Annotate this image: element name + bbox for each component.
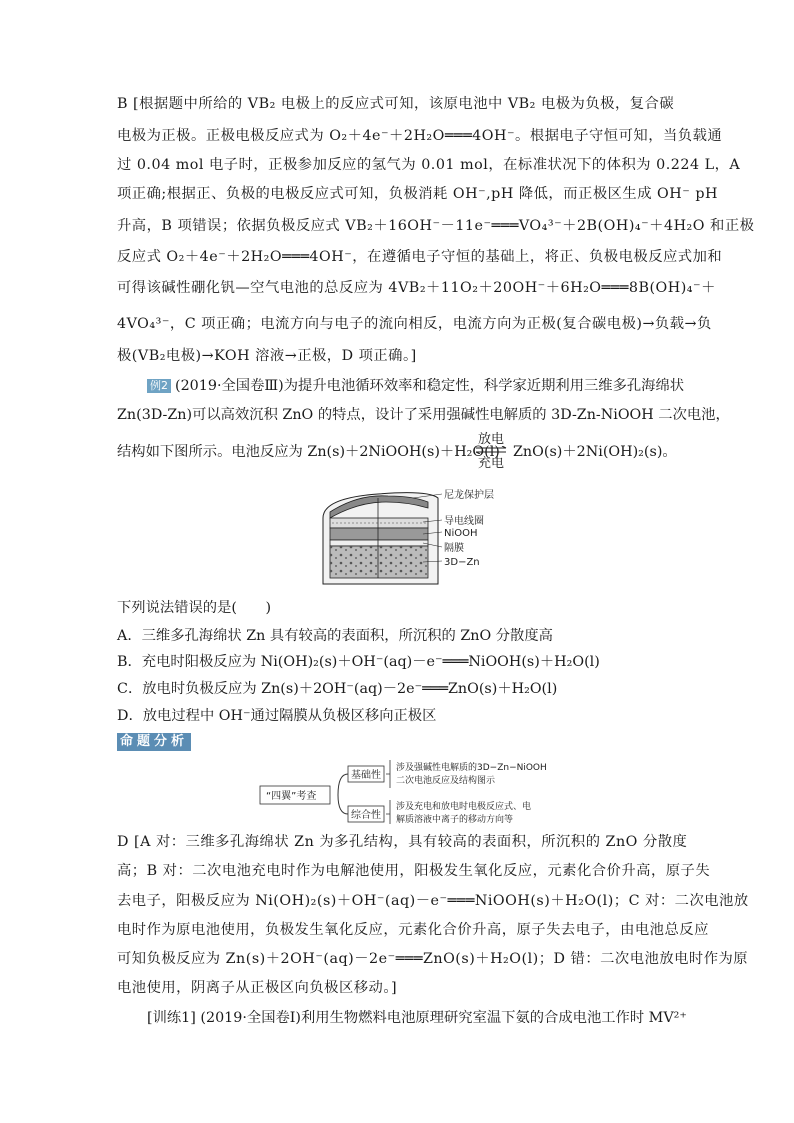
answer2-line4: 电时作为原电池使用，负极发生氧化反应，元素化合价升高，原子失去电子，由电池总反应 [117,922,709,938]
label-nylon-layer: 尼龙保护层 [444,490,494,501]
example2-line3b: ZnO(s)＋2Ni(OH)₂(s)。 [513,444,677,460]
answer2-line2: 高；B 对：二次电池充电时作为电解池使用，阳极发生氧化反应，元素化合价升高，原子失 [117,863,711,879]
answer1-line4: 项正确;根据正、负极的电极反应式可知，负极消耗 OH⁻,pH 降低，而正极区生成 OH⁻ pH [117,186,718,202]
answer1-line6: 反应式 O₂＋4e⁻＋2H₂O═══4OH⁻，在遵循电子守恒的基础上，将正、负极电极反应式加和 [117,249,723,265]
training-line1: [训练1] (2019·全国卷Ⅰ)利用生物燃料电池原理研究室温下氨的合成电池工作时 MV²⁺ [147,1010,687,1026]
analysis-desc2a: 涉及充电和放电时电极反应式、电 [396,802,532,812]
analysis-desc1b: 二次电池反应及结构图示 [396,776,496,786]
question-stem: 下列说法错误的是( ) [117,600,272,616]
label-niooh: NiOOH [444,528,478,539]
answer2-line3: 去电子，阳极反应为 Ni(OH)₂(s)＋OH⁻(aq)－e⁻═══NiOOH(s)＋H₂O(l)；C 对：二次电池放 [117,893,749,909]
option-d: D．放电过程中 OH⁻通过隔膜从负极区移向正极区 [117,708,437,724]
answer2-line5: 可知负极反应为 Zn(s)＋2OH⁻(aq)－2e⁻═══ZnO(s)＋H₂O(l)；D 错：二次电池放电时作为原 [117,951,749,967]
example2-line3a: 结构如下图所示。电池反应为 Zn(s)＋2NiOOH(s)＋H₂O(l) [117,444,500,460]
label-3d-zn: 3D−Zn [444,557,480,568]
arrow-label-discharge: 放电 [477,432,504,447]
answer1-line9: 极(VB₂电极)→KOH 溶液→正极，D 项正确。] [117,348,417,364]
answer2-line1: D [A 对：三维多孔海绵状 Zn 为多孔结构，具有较高的表面积，所沉积的 ZnO 分散度 [117,834,688,850]
answer1-line2: 电极为正极。正极电极反应式为 O₂＋4e⁻＋2H₂O═══4OH⁻。根据电子守恒可知，当负载通 [117,128,723,144]
analysis-node-basic: 基础性 [351,770,381,781]
battery-structure-figure [318,488,528,590]
reversible-arrow [472,428,510,471]
arrow-label-charge: 充电 [477,456,504,471]
example2-text1: (2019·全国卷Ⅲ)为提升电池循环效率和稳定性，科学家近期利用三维多孔海绵状 [175,378,685,394]
answer1-line7: 可得该碱性硼化钒—空气电池的总反应为 4VB₂＋11O₂＋20OH⁻＋6H₂O═══8B(OH)₄⁻＋ [117,280,716,296]
analysis-heading: 命题分析 [117,733,191,751]
option-c: C．放电时负极反应为 Zn(s)＋2OH⁻(aq)－2e⁻═══ZnO(s)＋H₂O(l) [117,681,558,697]
analysis-desc1a: 涉及强碱性电解质的3D−Zn−NiOOH [396,763,547,773]
answer1-line5: 升高，B 项错误；依据负极反应式 VB₂＋16OH⁻－11e⁻═══VO₄³⁻＋2B(OH)₄⁻＋4H₂O 和正极 [117,218,755,234]
option-a: A．三维多孔海绵状 Zn 具有较高的表面积，所沉积的 ZnO 分散度高 [117,628,553,644]
answer1-line3: 过 0.04 mol 电子时，正极参加反应的氢气为 0.01 mol，在标准状况下的体积为 0.224 L，A [117,157,741,173]
answer1-line1: B [根据题中所给的 VB₂ 电极上的反应式可知，该原电池中 VB₂ 电极为负极，复合碳 [117,96,675,112]
example-tag: 例2 [147,379,171,393]
label-conductive-coil: 导电线圈 [444,516,484,527]
answer1-line8: 4VO₄³⁻，C 项正确；电流方向与电子的流向相反，电流方向为正极(复合碳电极)→负载→负 [117,316,712,332]
option-b: B．充电时阳极反应为 Ni(OH)₂(s)＋OH⁻(aq)－e⁻═══NiOOH(s)＋H₂O(l) [117,654,600,670]
analysis-desc2b: 解质溶液中离子的移动方向等 [396,815,514,824]
example2-line2: Zn(3D-Zn)可以高效沉积 ZnO 的特点，设计了采用强碱性电解质的 3D-Zn-NiOOH 二次电池， [117,407,730,423]
label-separator: 隔膜 [444,543,464,554]
answer2-line6: 电池使用，阴离子从正极区向负极区移动。] [117,980,398,996]
analysis-root: “四翼”考查 [266,791,317,802]
analysis-node-comprehensive: 综合性 [351,810,381,821]
analysis-diagram [256,758,556,824]
example2-line1 [147,376,707,396]
